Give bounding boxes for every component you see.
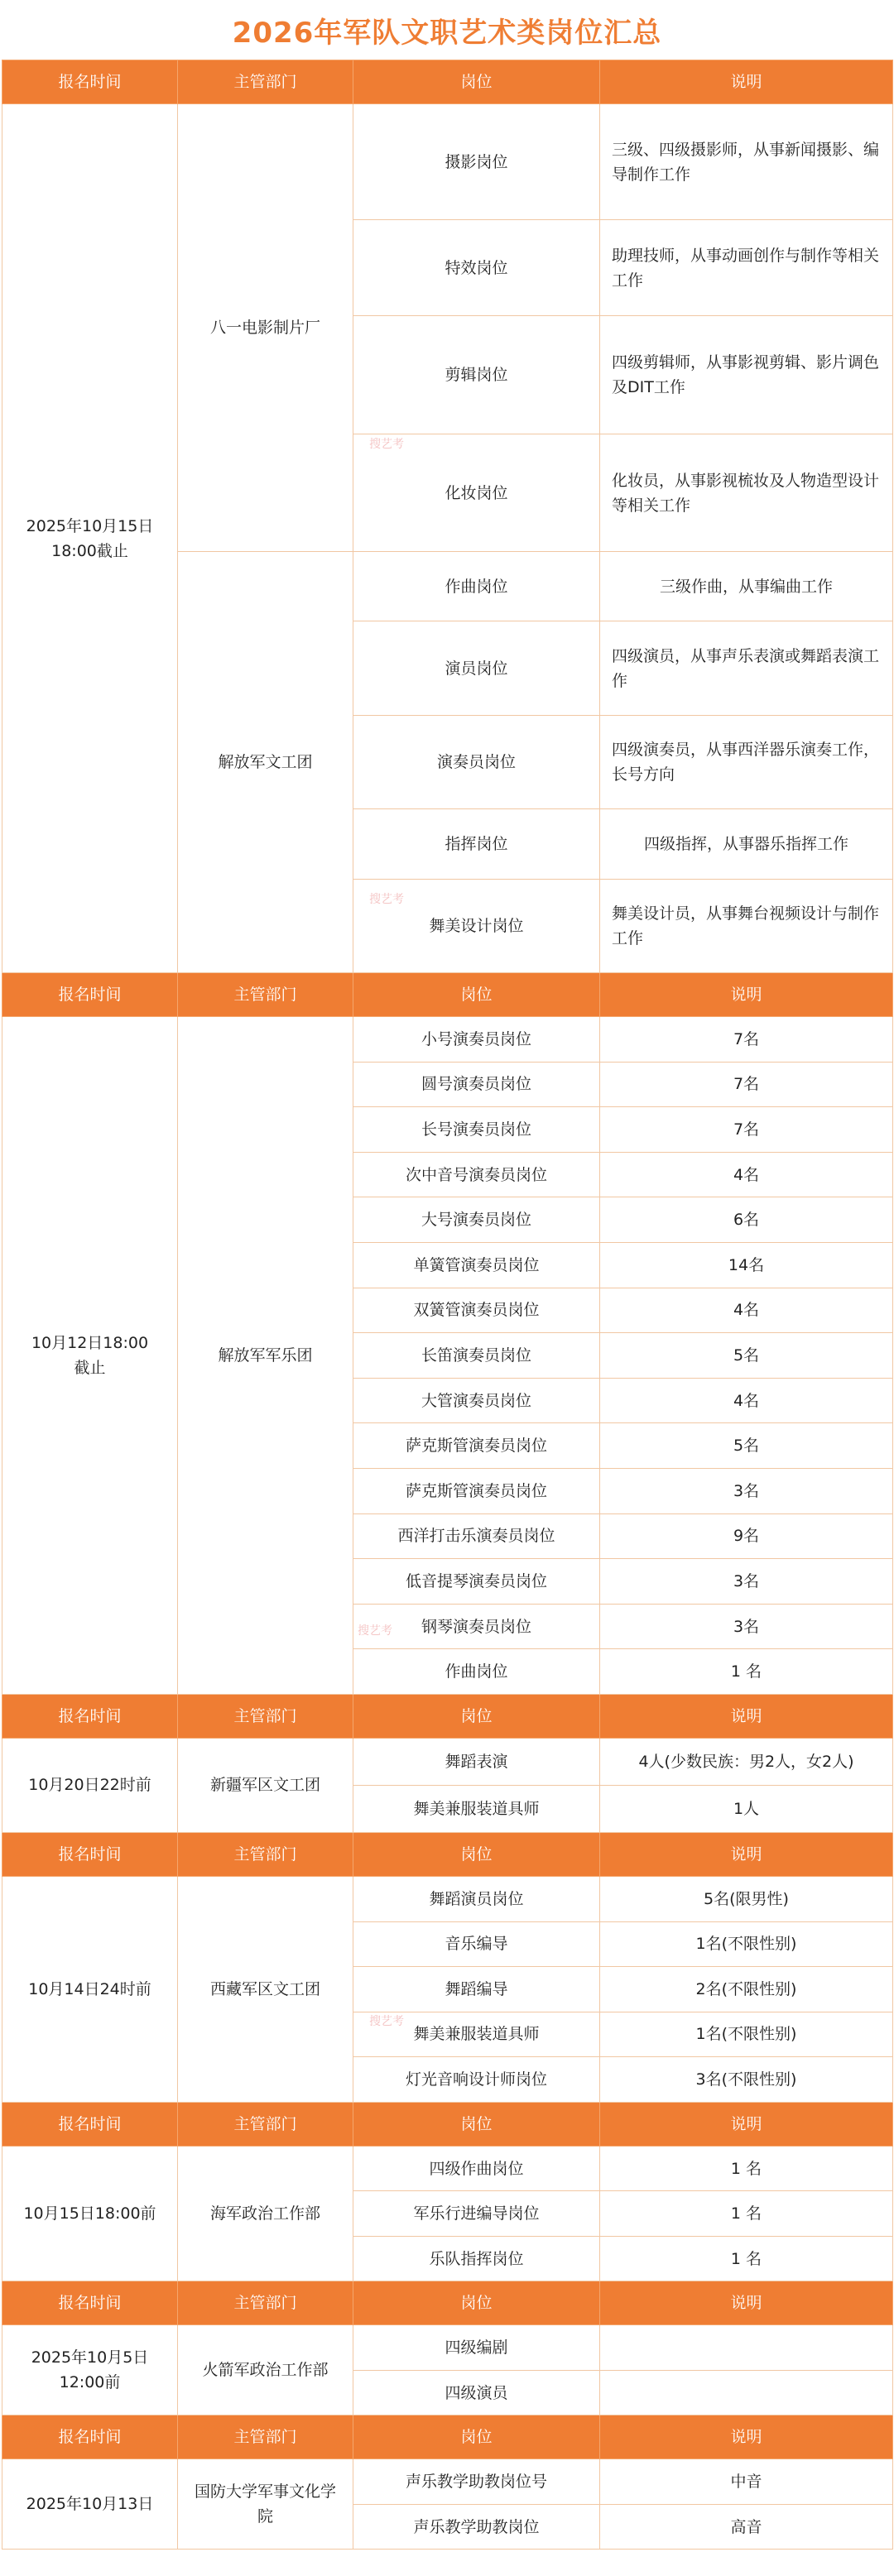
signup-time-cell: 10月12日18:00 截止 [2,1017,178,1695]
department-cell: 火箭军政治工作部 [178,2325,353,2415]
header-position: 岗位 [353,2102,600,2146]
description-cell: 1 名 [600,2236,893,2281]
description-cell: 中音 [600,2459,893,2505]
description-cell: 四级指挥，从事器乐指挥工作 [600,809,893,880]
table-row [2,2459,893,2505]
header-department: 主管部门 [178,2102,353,2146]
header-department: 主管部门 [178,2415,353,2459]
position-cell: 作曲岗位 [353,1649,600,1695]
description-cell: 9名 [600,1513,893,1559]
header-description: 说明 [600,60,893,104]
header-signup-time: 报名时间 [2,2415,178,2459]
page-title: 2026年军队文职艺术类岗位汇总 [232,16,662,50]
description-cell: 4名 [600,1288,893,1333]
header-description: 说明 [600,1694,893,1738]
position-cell: 舞蹈表演 [353,1738,600,1785]
position-cell: 灯光音响设计师岗位 [353,2057,600,2103]
signup-time-cell: 2025年10月5日 12:00前 [2,2325,178,2415]
description-cell: 4人(少数民族：男2人，女2人) [600,1738,893,1785]
position-cell: 四级编剧 [353,2325,600,2371]
signup-time-cell: 2025年10月15日 18:00截止 [2,104,178,973]
position-cell: 舞蹈编导 [353,1967,600,2012]
description-cell: 1人 [600,1785,893,1832]
table-header-row [2,2102,893,2146]
description-cell: 7名 [600,1062,893,1107]
description-cell: 14名 [600,1242,893,1288]
position-cell: 作曲岗位 [353,552,600,621]
position-cell: 音乐编导 [353,1921,600,1967]
table-row [2,2325,893,2371]
header-signup-time: 报名时间 [2,1832,178,1876]
signup-time-cell: 10月20日22时前 [2,1738,178,1832]
description-cell: 5名(限男性) [600,1876,893,1921]
position-cell: 长笛演奏员岗位 [353,1333,600,1379]
position-cell: 声乐教学助教岗位 [353,2504,600,2550]
position-cell: 化妆岗位 [353,434,600,552]
position-cell: 大管演奏员岗位 [353,1378,600,1423]
description-cell: 三级、四级摄影师，从事新闻摄影、编导制作工作 [600,104,893,220]
position-cell: 圆号演奏员岗位 [353,1062,600,1107]
description-cell: 7名 [600,1017,893,1063]
table-header-row [2,60,893,104]
description-cell: 4名 [600,1152,893,1197]
header-description: 说明 [600,2415,893,2459]
header-description: 说明 [600,973,893,1017]
signup-time-cell: 10月15日18:00前 [2,2146,178,2281]
department-cell: 新疆军区文工团 [178,1738,353,1832]
header-description: 说明 [600,2102,893,2146]
signup-time-cell: 10月14日24时前 [2,1876,178,2102]
table-row [2,1017,893,1063]
positions-table [2,60,893,2550]
table-row [2,1738,893,1785]
position-cell: 四级演员 [353,2370,600,2415]
watermark-logo: 搜艺考 [358,1624,392,1638]
position-cell: 舞蹈演员岗位 [353,1876,600,1921]
description-cell: 四级演奏员，从事西洋器乐演奏工作，长号方向 [600,716,893,809]
header-department: 主管部门 [178,1832,353,1876]
description-cell: 5名 [600,1333,893,1379]
position-cell: 钢琴演奏员岗位 [353,1604,600,1649]
description-cell: 1名(不限性别) [600,2012,893,2057]
position-cell: 四级作曲岗位 [353,2146,600,2191]
description-cell: 四级演员，从事声乐表演或舞蹈表演工作 [600,621,893,716]
watermark-logo: 搜艺考 [369,2015,404,2028]
department-cell: 国防大学军事文化学院 [178,2459,353,2550]
header-signup-time: 报名时间 [2,1694,178,1738]
header-signup-time: 报名时间 [2,2102,178,2146]
header-position: 岗位 [353,1832,600,1876]
position-cell: 乐队指挥岗位 [353,2236,600,2281]
department-cell: 八一电影制片厂 [178,104,353,552]
position-cell: 军乐行进编导岗位 [353,2191,600,2237]
header-department: 主管部门 [178,973,353,1017]
description-cell: 高音 [600,2504,893,2550]
header-department: 主管部门 [178,1694,353,1738]
header-position: 岗位 [353,2415,600,2459]
header-department: 主管部门 [178,60,353,104]
position-cell: 演员岗位 [353,621,600,716]
position-cell: 小号演奏员岗位 [353,1017,600,1063]
position-cell: 特效岗位 [353,220,600,316]
table-header-row [2,1832,893,1876]
department-cell: 海军政治工作部 [178,2146,353,2281]
table-row [2,104,893,220]
description-cell: 3名(不限性别) [600,2057,893,2103]
description-cell: 舞美设计员，从事舞台视频设计与制作工作 [600,880,893,973]
table-row [2,2146,893,2191]
position-cell: 演奏员岗位 [353,716,600,809]
position-cell: 大号演奏员岗位 [353,1197,600,1243]
description-cell: 5名 [600,1423,893,1469]
description-cell: 4名 [600,1378,893,1423]
position-cell: 舞美设计岗位 [353,880,600,973]
header-position: 岗位 [353,1694,600,1738]
table-row [2,1876,893,1921]
table-header-row [2,2415,893,2459]
position-cell: 摄影岗位 [353,104,600,220]
description-cell: 3名 [600,1559,893,1605]
description-cell: 四级剪辑师，从事影视剪辑、影片调色及DIT工作 [600,316,893,434]
position-cell: 舞美兼服装道具师 [353,1785,600,1832]
table-header-row [2,1694,893,1738]
position-cell: 双簧管演奏员岗位 [353,1288,600,1333]
header-position: 岗位 [353,60,600,104]
signup-time-cell: 2025年10月13日 [2,2459,178,2550]
position-cell: 单簧管演奏员岗位 [353,1242,600,1288]
table-header-row [2,973,893,1017]
description-cell: 7名 [600,1107,893,1153]
header-description: 说明 [600,1832,893,1876]
description-cell: 1 名 [600,2146,893,2191]
header-signup-time: 报名时间 [2,60,178,104]
position-cell: 西洋打击乐演奏员岗位 [353,1513,600,1559]
header-department: 主管部门 [178,2281,353,2325]
description-cell: 3名 [600,1468,893,1513]
position-cell: 剪辑岗位 [353,316,600,434]
description-cell [600,2370,893,2415]
description-cell: 1 名 [600,1649,893,1695]
description-cell: 6名 [600,1197,893,1243]
department-cell: 西藏军区文工团 [178,1876,353,2102]
position-cell: 长号演奏员岗位 [353,1107,600,1153]
header-signup-time: 报名时间 [2,2281,178,2325]
department-cell: 解放军文工团 [178,552,353,973]
description-cell: 1名(不限性别) [600,1921,893,1967]
header-position: 岗位 [353,2281,600,2325]
position-cell: 舞美兼服装道具师 [353,2012,600,2057]
header-signup-time: 报名时间 [2,973,178,1017]
header-position: 岗位 [353,973,600,1017]
description-cell: 助理技师，从事动画创作与制作等相关工作 [600,220,893,316]
table-header-row [2,2281,893,2325]
watermark-logo: 搜艺考 [369,893,404,906]
description-cell: 1 名 [600,2191,893,2237]
description-cell: 3名 [600,1604,893,1649]
department-cell: 解放军军乐团 [178,1017,353,1695]
description-cell: 三级作曲，从事编曲工作 [600,552,893,621]
watermark-logo: 搜艺考 [369,438,404,451]
description-cell: 2名(不限性别) [600,1967,893,2012]
description-cell [600,2325,893,2371]
position-cell: 萨克斯管演奏员岗位 [353,1468,600,1513]
position-cell: 指挥岗位 [353,809,600,880]
position-cell: 声乐教学助教岗位号 [353,2459,600,2505]
position-cell: 次中音号演奏员岗位 [353,1152,600,1197]
description-cell: 化妆员，从事影视梳妆及人物造型设计等相关工作 [600,434,893,552]
position-cell: 萨克斯管演奏员岗位 [353,1423,600,1469]
position-cell: 低音提琴演奏员岗位 [353,1559,600,1605]
header-description: 说明 [600,2281,893,2325]
